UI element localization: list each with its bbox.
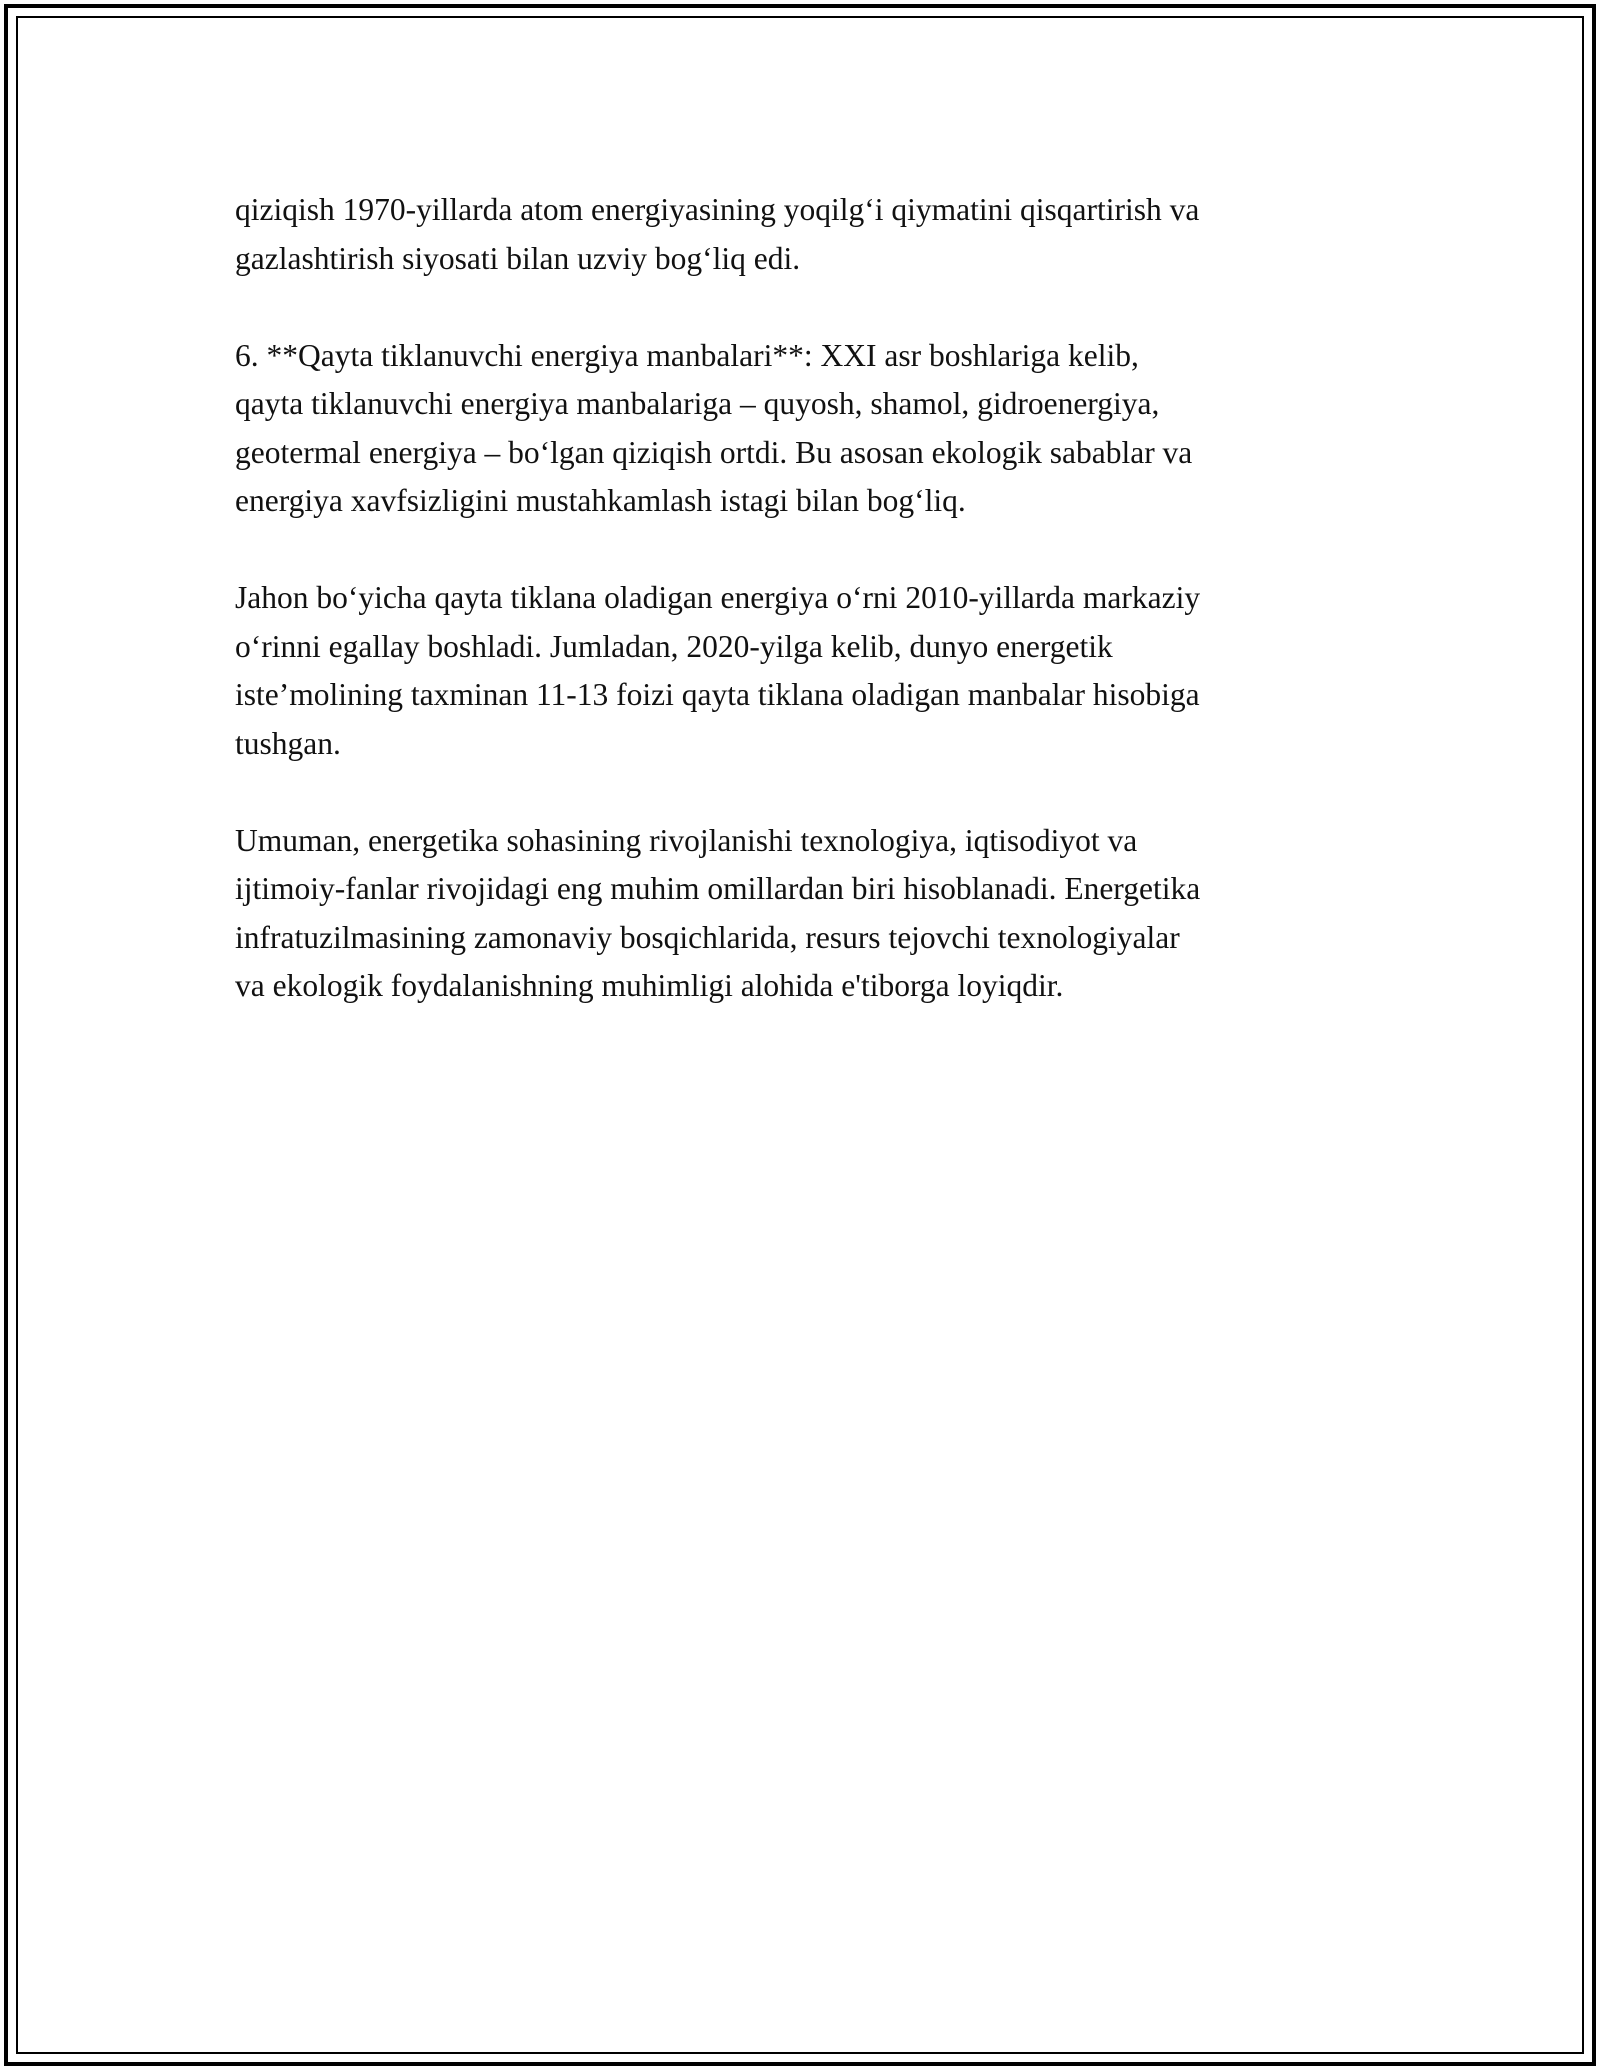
document-body [235, 186, 1375, 1059]
text-line: Jahon bo‘yicha qayta tiklana oladigan energiya o‘rni 2010-yillarda markaziy [235, 580, 1201, 615]
text-line: energiya xavfsizligini mustahkamlash istagi bilan bog‘liq. [235, 483, 966, 518]
paragraph-4 [235, 817, 1375, 1011]
paragraph-2 [235, 332, 1375, 526]
paragraph-1 [235, 186, 1375, 283]
text-line: o‘rinni egallay boshladi. Jumladan, 2020-yilga kelib, dunyo energetik [235, 628, 1113, 664]
text-line: tushgan. [235, 725, 341, 761]
text-line: ijtimoiy-fanlar rivojidagi eng muhim omillardan biri hisoblanadi. Energetika [235, 871, 1201, 906]
text-line: va ekologik foydalanishning muhimligi alohida e'tiborga loyiqdir. [235, 968, 1064, 1003]
text-line: 6. **Qayta tiklanuvchi energiya manbalari**: XXI asr boshlariga kelib, [235, 337, 1139, 373]
text-line: infratuzilmasining zamonaviy bosqichlarida, resurs tejovchi texnologiyalar [235, 919, 1180, 955]
text-line: qiziqish 1970-yillarda atom energiyasining yoqilg‘i qiymatini qisqartirish va [235, 192, 1200, 227]
text-line: qayta tiklanuvchi energiya manbalariga – quyosh, shamol, gidroenergiya, [235, 386, 1160, 421]
text-line: gazlashtirish siyosati bilan uzviy bog‘liq edi. [235, 240, 801, 276]
text-line: geotermal energiya – bo‘lgan qiziqish ortdi. Bu asosan ekologik sabablar va [235, 434, 1193, 470]
text-line: iste’molining taxminan 11-13 foizi qayta tiklana oladigan manbalar hisobiga [235, 677, 1200, 712]
paragraph-3 [235, 574, 1375, 768]
text-line: Umuman, energetika sohasining rivojlanishi texnologiya, iqtisodiyot va [235, 822, 1138, 858]
